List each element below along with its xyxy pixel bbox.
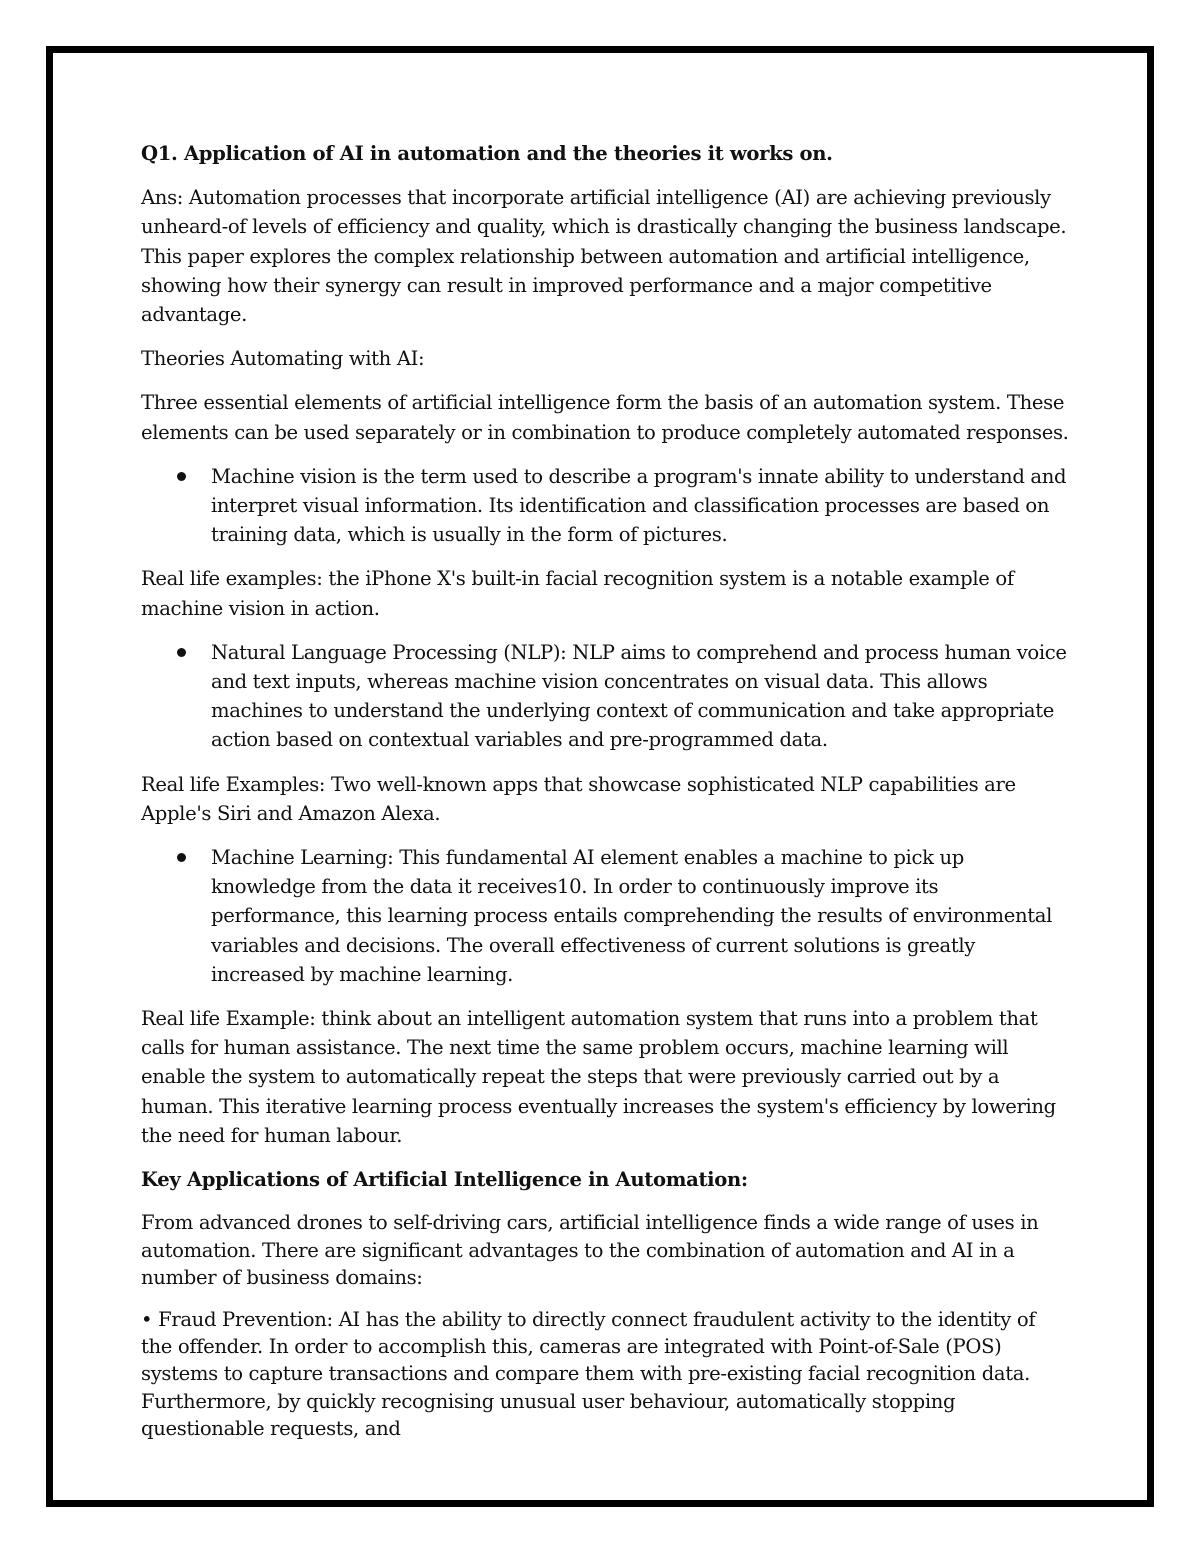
list-item <box>141 462 1071 550</box>
bullet-nlp: Natural Language Processing (NLP): NLP aims to comprehend and process human voice and text inputs, whereas machine vision concentrates on visual data. This allows machines to understand the underlying context of communication and take appropriate action based on contextual variables and pre-programmed data. <box>211 640 1067 752</box>
bullet-icon <box>177 472 186 481</box>
machine-learning-list <box>141 843 1071 989</box>
example-nlp: Real life Examples: Two well-known apps that showcase sophisticated NLP capabilities are Apple's Siri and Amazon Alexa. <box>141 772 1016 825</box>
machine-vision-list <box>141 462 1071 550</box>
theories-text: Three essential elements of artificial intelligence form the basis of an automation system. These elements can be used separately or in combination to produce completely automated responses. <box>141 391 1069 444</box>
answer-intro: Ans: Automation processes that incorporate artificial intelligence (AI) are achieving previously unheard-of levels of efficiency and quality, which is drastically changing the business landscape. This paper explores the complex relationship between automation and artificial intelligence, showing how their synergy can result in improved performance and a major competitive advantage. <box>141 186 1067 327</box>
document-body <box>141 139 1071 1457</box>
bullet-machine-vision: Machine vision is the term used to describe a program's innate ability to understand and interpret visual information. Its identification and classification processes are based on training data, which is usually in the form of pictures. <box>211 464 1067 547</box>
list-item <box>141 638 1071 755</box>
key-applications-heading: Key Applications of Artificial Intelligence in Automation: <box>141 1168 748 1192</box>
bullet-machine-learning: Machine Learning: This fundamental AI element enables a machine to pick up knowledge from the data it receives10. In order to continuously improve its performance, this learning process entails comprehending the results of environmental variables and decisions. The overall effectiveness of current solutions is greatly increased by machine learning. <box>211 846 1052 986</box>
theories-heading: Theories Automating with AI: <box>141 347 425 371</box>
nlp-list <box>141 638 1071 755</box>
fraud-prevention-text: • Fraud Prevention: AI has the ability to directly connect fraudulent activity to the identity of the offender. In order to accomplish this, cameras are integrated with Point-of-Sale (POS) systems to capture transactions and compare them with pre-existing facial recognition data. Furthermore, by quickly recognising unusual user behaviour, automatically stopping questionable requests, and <box>141 1307 1036 1440</box>
bullet-icon <box>177 648 186 657</box>
question-title: Q1. Application of AI in automation and the theories it works on. <box>141 142 833 165</box>
bullet-icon <box>177 853 186 862</box>
list-item <box>141 843 1071 989</box>
example-machine-learning: Real life Example: think about an intelligent automation system that runs into a problem that calls for human assistance. The next time the same problem occurs, machine learning will enable the system to automatically repeat the steps that were previously carried out by a human. This iterative learning process eventually increases the system's efficiency by lowering the need for human labour. <box>141 1007 1056 1147</box>
example-machine-vision: Real life examples: the iPhone X's built-in facial recognition system is a notable example of machine vision in action. <box>141 567 1014 620</box>
key-applications-intro: From advanced drones to self-driving cars, artificial intelligence finds a wide range of uses in automation. There are significant advantages to the combination of automation and AI in a number of business domains: <box>141 1211 1039 1289</box>
